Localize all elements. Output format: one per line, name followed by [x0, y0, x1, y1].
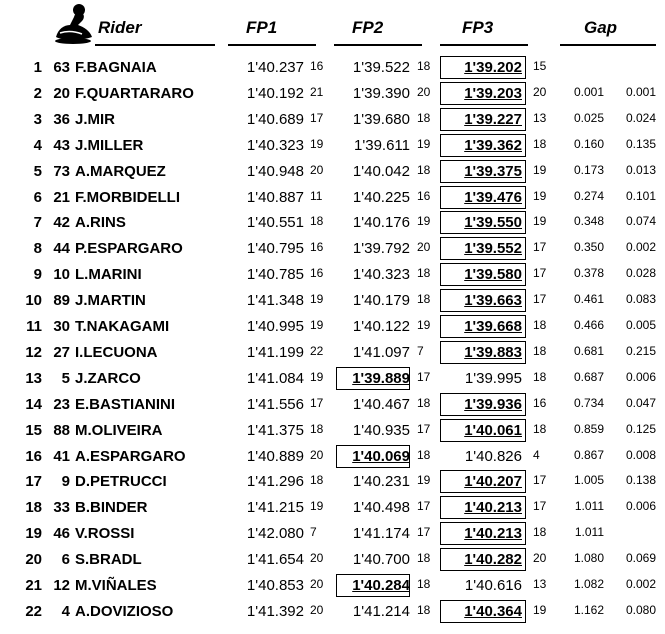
gap-to-first-cell: 0.734 — [573, 395, 604, 410]
position-cell: 12 — [25, 343, 42, 361]
rider-name-cell: J.ZARCO — [75, 369, 141, 387]
fp3-time-cell: 1'39.203 — [464, 84, 522, 102]
fp1-laps-cell: 17 — [310, 395, 324, 410]
rider-number-cell: 42 — [53, 214, 70, 232]
gap-to-first-cell: 0.867 — [573, 447, 604, 462]
gap-to-first-cell: 0.859 — [573, 421, 604, 436]
fp1-time-cell: 1'40.237 — [246, 59, 304, 76]
fp2-laps-cell: 20 — [417, 240, 431, 255]
header-fp3: FP3 — [462, 18, 494, 37]
gap-to-previous-cell: 0.074 — [625, 214, 656, 229]
fp2-laps-cell: 17 — [417, 499, 431, 514]
table-row — [0, 469, 665, 495]
fp3-laps-cell: 19 — [533, 602, 547, 617]
rider-name-cell: E.BASTIANINI — [75, 395, 176, 413]
rider-number-cell: 30 — [53, 318, 70, 335]
gap-to-previous-cell: 0.008 — [625, 447, 656, 462]
fp2-time-cell: 1'40.284 — [352, 577, 410, 594]
fp3-time-cell: 1'39.227 — [464, 110, 522, 128]
gap-to-previous-cell: 0.047 — [625, 395, 656, 410]
rider-name-cell: A.DOVIZIOSO — [75, 602, 174, 620]
rider-number-cell: 89 — [53, 292, 70, 310]
gap-to-first-cell: 1.011 — [574, 525, 604, 540]
fp1-laps-cell: 11 — [310, 188, 323, 203]
fp1-laps-cell: 21 — [310, 84, 324, 99]
fp2-time-cell: 1'40.179 — [352, 292, 410, 310]
fp1-laps-cell: 20 — [310, 447, 324, 462]
fp3-laps-cell: 13 — [533, 110, 547, 125]
fp2-laps-cell: 19 — [417, 136, 431, 151]
fp2-time-cell: 1'39.522 — [352, 59, 410, 76]
fp1-time-cell: 1'40.853 — [246, 577, 304, 594]
fp3-time-cell: 1'40.364 — [464, 602, 522, 620]
gap-to-previous-cell: 0.006 — [625, 369, 656, 384]
fp3-time-cell: 1'40.207 — [464, 473, 522, 491]
fp2-laps-cell: 18 — [417, 266, 431, 281]
fp3-time-cell: 1'40.826 — [464, 447, 522, 465]
fp3-time-cell: 1'39.375 — [464, 162, 522, 180]
fp2-laps-cell: 17 — [417, 421, 431, 436]
table-row — [0, 210, 665, 236]
gap-to-first-cell: 0.160 — [573, 136, 604, 151]
gap-to-previous-cell: 0.006 — [625, 499, 656, 514]
fp2-time-cell: 1'40.498 — [352, 499, 410, 517]
fp3-laps-cell: 13 — [533, 577, 547, 591]
position-cell: 4 — [33, 136, 42, 154]
rider-name-cell: V.ROSSI — [75, 525, 135, 543]
fp3-time-cell: 1'39.550 — [464, 214, 522, 232]
rider-name-cell: I.LECUONA — [75, 343, 158, 361]
table-row — [0, 547, 665, 573]
fp3-time-cell: 1'39.362 — [464, 136, 522, 154]
fp1-time-cell: 1'40.887 — [246, 188, 304, 206]
fp3-time-cell: 1'40.061 — [464, 421, 522, 439]
table-row — [0, 107, 665, 133]
gap-to-first-cell: 0.025 — [573, 110, 604, 125]
fp1-laps-cell: 20 — [310, 577, 324, 591]
table-row — [0, 418, 665, 444]
fp3-laps-cell: 17 — [533, 292, 547, 307]
gap-to-previous-cell: 0.005 — [625, 318, 656, 332]
fp2-laps-cell: 18 — [417, 59, 431, 73]
fp2-laps-cell: 17 — [417, 369, 431, 384]
rider-number-cell: 10 — [53, 266, 70, 284]
position-cell: 17 — [25, 473, 42, 491]
fp1-laps-cell: 18 — [310, 421, 324, 436]
table-row — [0, 573, 665, 599]
rider-number-cell: 12 — [53, 577, 70, 594]
gap-to-first-cell: 0.274 — [573, 188, 604, 203]
fp2-laps-cell: 19 — [417, 214, 431, 229]
table-row — [0, 262, 665, 288]
fp2-time-cell: 1'40.122 — [352, 318, 410, 335]
header-gap: Gap — [584, 18, 618, 37]
fp3-time-cell: 1'39.663 — [464, 292, 522, 310]
rider-number-cell: 41 — [53, 447, 70, 465]
fp1-time-cell: 1'41.084 — [246, 369, 304, 387]
position-cell: 7 — [33, 214, 42, 232]
gap-to-first-cell: 0.687 — [573, 369, 604, 384]
rider-number-cell: 33 — [53, 499, 70, 517]
fp2-time-cell: 1'40.935 — [352, 421, 410, 439]
fp3-laps-cell: 17 — [533, 266, 547, 281]
table-row — [0, 159, 665, 185]
fp1-time-cell: 1'41.348 — [246, 292, 304, 310]
fp1-laps-cell: 16 — [310, 59, 324, 73]
position-cell: 18 — [25, 499, 42, 517]
fp1-laps-cell: 16 — [310, 266, 324, 281]
gap-to-first-cell: 0.348 — [573, 214, 604, 229]
position-cell: 2 — [33, 84, 42, 102]
header-underline-fp2 — [334, 44, 422, 46]
gap-to-previous-cell: 0.002 — [625, 240, 656, 255]
rider-number-cell: 46 — [53, 525, 70, 543]
fp3-laps-cell: 18 — [533, 369, 547, 384]
fp1-time-cell: 1'41.199 — [246, 343, 304, 361]
fp3-laps-cell: 17 — [533, 240, 547, 255]
rider-name-cell: P.ESPARGARO — [75, 240, 183, 258]
fp3-laps-cell: 18 — [533, 525, 547, 540]
rider-name-cell: M.VIÑALES — [75, 577, 157, 594]
table-row — [0, 521, 665, 547]
rider-number-cell: 9 — [61, 473, 70, 491]
rider-name-cell: F.MORBIDELLI — [75, 188, 180, 206]
gap-to-first-cell: 0.466 — [573, 318, 604, 332]
fp1-laps-cell: 22 — [310, 343, 324, 358]
position-cell: 20 — [25, 551, 42, 569]
fp1-time-cell: 1'41.215 — [246, 499, 304, 517]
fp1-time-cell: 1'41.556 — [246, 395, 304, 413]
fp2-time-cell: 1'39.889 — [352, 369, 410, 387]
fp1-laps-cell: 20 — [310, 162, 324, 177]
table-row — [0, 599, 665, 625]
fp2-time-cell: 1'40.042 — [352, 162, 410, 180]
fp2-time-cell: 1'40.176 — [352, 214, 410, 232]
position-cell: 13 — [25, 369, 42, 387]
fp2-laps-cell: 18 — [417, 292, 431, 307]
position-cell: 14 — [25, 395, 42, 413]
fp3-laps-cell: 18 — [533, 318, 547, 332]
table-row — [0, 133, 665, 159]
rider-name-cell: M.OLIVEIRA — [75, 421, 163, 439]
fp2-laps-cell: 19 — [417, 318, 431, 332]
rider-name-cell: A.MARQUEZ — [75, 162, 166, 180]
rider-name-cell: F.BAGNAIA — [75, 59, 157, 76]
fp2-laps-cell: 16 — [417, 188, 431, 203]
gap-to-previous-cell: 0.013 — [625, 162, 656, 177]
gap-to-previous-cell: 0.001 — [625, 84, 656, 99]
gap-to-previous-cell: 0.101 — [625, 188, 656, 203]
fp3-time-cell: 1'40.213 — [464, 525, 522, 543]
fp2-time-cell: 1'40.225 — [352, 188, 410, 206]
position-cell: 19 — [25, 525, 42, 543]
fp2-laps-cell: 18 — [417, 395, 431, 410]
fp1-time-cell: 1'40.551 — [246, 214, 304, 232]
fp3-time-cell: 1'40.616 — [464, 577, 522, 594]
rider-name-cell: D.PETRUCCI — [75, 473, 167, 491]
fp3-laps-cell: 19 — [533, 214, 547, 229]
gap-to-previous-cell: 0.002 — [625, 577, 656, 591]
fp2-time-cell: 1'41.174 — [352, 525, 410, 543]
position-cell: 8 — [33, 240, 42, 258]
gap-to-first-cell: 1.080 — [573, 551, 604, 566]
fp3-laps-cell: 18 — [533, 343, 547, 358]
fp3-laps-cell: 20 — [533, 551, 547, 566]
position-cell: 6 — [33, 188, 42, 206]
gap-to-first-cell: 1.005 — [573, 473, 604, 488]
rider-name-cell: F.QUARTARARO — [75, 84, 194, 102]
rider-number-cell: 5 — [61, 369, 70, 387]
header-underline-fp3 — [440, 44, 528, 46]
rider-name-cell: B.BINDER — [75, 499, 148, 517]
fp1-time-cell: 1'40.689 — [246, 110, 304, 128]
position-cell: 16 — [25, 447, 42, 465]
position-cell: 9 — [33, 266, 42, 284]
fp1-laps-cell: 20 — [310, 551, 324, 566]
position-cell: 22 — [25, 602, 42, 620]
gap-to-previous-cell: 0.024 — [625, 110, 656, 125]
rider-name-cell: L.MARINI — [75, 266, 142, 284]
fp1-laps-cell: 19 — [310, 318, 324, 332]
table-row — [0, 185, 665, 211]
gap-to-previous-cell: 0.028 — [625, 266, 656, 281]
rider-name-cell: J.MIR — [75, 110, 116, 128]
position-cell: 21 — [25, 577, 42, 594]
rider-name-cell: S.BRADL — [75, 551, 142, 569]
table-row — [0, 444, 665, 470]
gap-to-previous-cell: 0.215 — [625, 343, 656, 358]
header-rider: Rider — [98, 18, 142, 37]
fp1-laps-cell: 18 — [310, 214, 324, 229]
rider-number-cell: 21 — [53, 188, 70, 206]
gap-to-previous-cell: 0.069 — [625, 551, 656, 566]
fp2-laps-cell: 18 — [417, 447, 431, 462]
position-cell: 5 — [33, 162, 42, 180]
rider-name-cell: A.ESPARGARO — [75, 447, 186, 465]
rider-name-cell: J.MILLER — [75, 136, 144, 154]
fp2-laps-cell: 18 — [417, 110, 431, 125]
table-row — [0, 340, 665, 366]
fp1-laps-cell: 19 — [310, 136, 324, 151]
rider-number-cell: 23 — [53, 395, 70, 413]
fp3-time-cell: 1'39.936 — [464, 395, 522, 413]
fp2-laps-cell: 18 — [417, 602, 431, 617]
gap-to-previous-cell: 0.080 — [625, 602, 656, 617]
fp2-time-cell: 1'40.700 — [352, 551, 410, 569]
fp3-time-cell: 1'40.213 — [464, 499, 522, 517]
gap-to-first-cell: 0.173 — [573, 162, 604, 177]
fp1-laps-cell: 20 — [310, 602, 324, 617]
rider-number-cell: 43 — [53, 136, 70, 154]
gap-to-first-cell: 0.001 — [573, 84, 604, 99]
fp2-time-cell: 1'39.611 — [354, 136, 410, 154]
fp3-time-cell: 1'39.995 — [464, 369, 522, 387]
fp1-laps-cell: 19 — [310, 292, 324, 307]
table-row — [0, 81, 665, 107]
fp1-laps-cell: 19 — [310, 369, 324, 384]
fp1-time-cell: 1'42.080 — [246, 525, 304, 543]
fp3-laps-cell: 16 — [533, 395, 547, 410]
fp3-laps-cell: 20 — [533, 84, 547, 99]
fp3-laps-cell: 19 — [533, 162, 547, 177]
table-row — [0, 288, 665, 314]
fp1-time-cell: 1'40.192 — [246, 84, 304, 102]
gap-to-previous-cell: 0.135 — [625, 136, 656, 151]
header-underline-rider — [95, 44, 215, 46]
fp3-time-cell: 1'39.552 — [464, 240, 522, 258]
fp1-time-cell: 1'40.795 — [246, 240, 304, 258]
fp3-time-cell: 1'39.202 — [464, 59, 522, 76]
fp1-time-cell: 1'40.995 — [246, 318, 304, 335]
rider-number-cell: 20 — [53, 84, 70, 102]
header-underline-fp1 — [228, 44, 316, 46]
fp2-time-cell: 1'40.069 — [352, 447, 410, 465]
fp2-laps-cell: 17 — [417, 525, 431, 540]
fp3-laps-cell: 17 — [533, 473, 547, 488]
gap-to-first-cell: 0.378 — [573, 266, 604, 281]
table-row — [0, 55, 665, 81]
gap-to-first-cell: 0.681 — [573, 343, 604, 358]
fp1-laps-cell: 16 — [310, 240, 324, 255]
motorcycle-rider-icon — [48, 3, 98, 45]
fp1-time-cell: 1'40.785 — [246, 266, 304, 284]
position-cell: 3 — [33, 110, 42, 128]
fp2-time-cell: 1'39.390 — [352, 84, 410, 102]
rider-number-cell: 88 — [53, 421, 70, 439]
fp1-time-cell: 1'40.889 — [246, 447, 304, 465]
rider-name-cell: J.MARTIN — [75, 292, 146, 310]
rider-name-cell: A.RINS — [75, 214, 126, 232]
fp1-time-cell: 1'40.948 — [246, 162, 304, 180]
fp3-laps-cell: 4 — [533, 447, 540, 462]
fp1-laps-cell: 18 — [310, 473, 324, 488]
rider-number-cell: 63 — [53, 59, 70, 76]
fp3-time-cell: 1'39.668 — [464, 318, 522, 335]
fp2-laps-cell: 19 — [417, 473, 431, 488]
table-header — [0, 0, 665, 52]
fp2-laps-cell: 7 — [417, 343, 424, 358]
fp3-time-cell: 1'40.282 — [464, 551, 522, 569]
fp3-laps-cell: 18 — [533, 136, 547, 151]
fp2-time-cell: 1'40.467 — [352, 395, 410, 413]
fp3-laps-cell: 19 — [533, 188, 547, 203]
fp2-laps-cell: 20 — [417, 84, 431, 99]
position-cell: 1 — [33, 59, 42, 76]
fp2-time-cell: 1'39.680 — [352, 110, 410, 128]
fp1-time-cell: 1'41.296 — [246, 473, 304, 491]
fp1-time-cell: 1'40.323 — [246, 136, 304, 154]
rider-name-cell: T.NAKAGAMI — [75, 318, 170, 335]
fp3-time-cell: 1'39.476 — [464, 188, 522, 206]
fp3-laps-cell: 17 — [533, 499, 547, 514]
gap-to-first-cell: 1.082 — [573, 577, 604, 591]
fp2-laps-cell: 18 — [417, 162, 431, 177]
fp1-time-cell: 1'41.654 — [246, 551, 304, 569]
gap-to-previous-cell: 0.125 — [625, 421, 656, 436]
table-row — [0, 392, 665, 418]
fp2-time-cell: 1'40.231 — [352, 473, 410, 491]
fp2-time-cell: 1'41.097 — [352, 343, 410, 361]
rider-number-cell: 44 — [53, 240, 70, 258]
gap-to-first-cell: 1.162 — [573, 602, 604, 617]
position-cell: 15 — [25, 421, 42, 439]
rider-number-cell: 36 — [53, 110, 70, 128]
rider-number-cell: 6 — [61, 551, 70, 569]
fp1-laps-cell: 7 — [310, 525, 317, 540]
table-row — [0, 366, 665, 392]
gap-to-first-cell: 1.011 — [574, 499, 604, 514]
fp2-laps-cell: 18 — [417, 551, 431, 566]
gap-to-previous-cell: 0.138 — [625, 473, 656, 488]
fp1-laps-cell: 17 — [310, 110, 324, 125]
header-fp2: FP2 — [352, 18, 384, 37]
fp2-time-cell: 1'40.323 — [352, 266, 410, 284]
fp2-time-cell: 1'39.792 — [352, 240, 410, 258]
rider-number-cell: 27 — [53, 343, 70, 361]
fp2-time-cell: 1'41.214 — [352, 602, 410, 620]
position-cell: 10 — [25, 292, 42, 310]
fp1-laps-cell: 19 — [310, 499, 324, 514]
gap-to-first-cell: 0.350 — [573, 240, 604, 255]
rider-number-cell: 4 — [61, 602, 70, 620]
fp2-laps-cell: 18 — [417, 577, 431, 591]
fp3-laps-cell: 18 — [533, 421, 547, 436]
position-cell: 11 — [26, 318, 42, 335]
gap-to-first-cell: 0.461 — [573, 292, 604, 307]
fp3-laps-cell: 15 — [533, 59, 547, 73]
fp3-time-cell: 1'39.883 — [464, 343, 522, 361]
header-underline-gap — [560, 44, 656, 46]
header-fp1: FP1 — [246, 18, 278, 37]
table-row — [0, 236, 665, 262]
rider-number-cell: 73 — [53, 162, 70, 180]
table-row — [0, 314, 665, 340]
fp3-time-cell: 1'39.580 — [464, 266, 522, 284]
table-row — [0, 495, 665, 521]
fp1-time-cell: 1'41.392 — [246, 602, 304, 620]
fp1-time-cell: 1'41.375 — [246, 421, 304, 439]
gap-to-previous-cell: 0.083 — [625, 292, 656, 307]
